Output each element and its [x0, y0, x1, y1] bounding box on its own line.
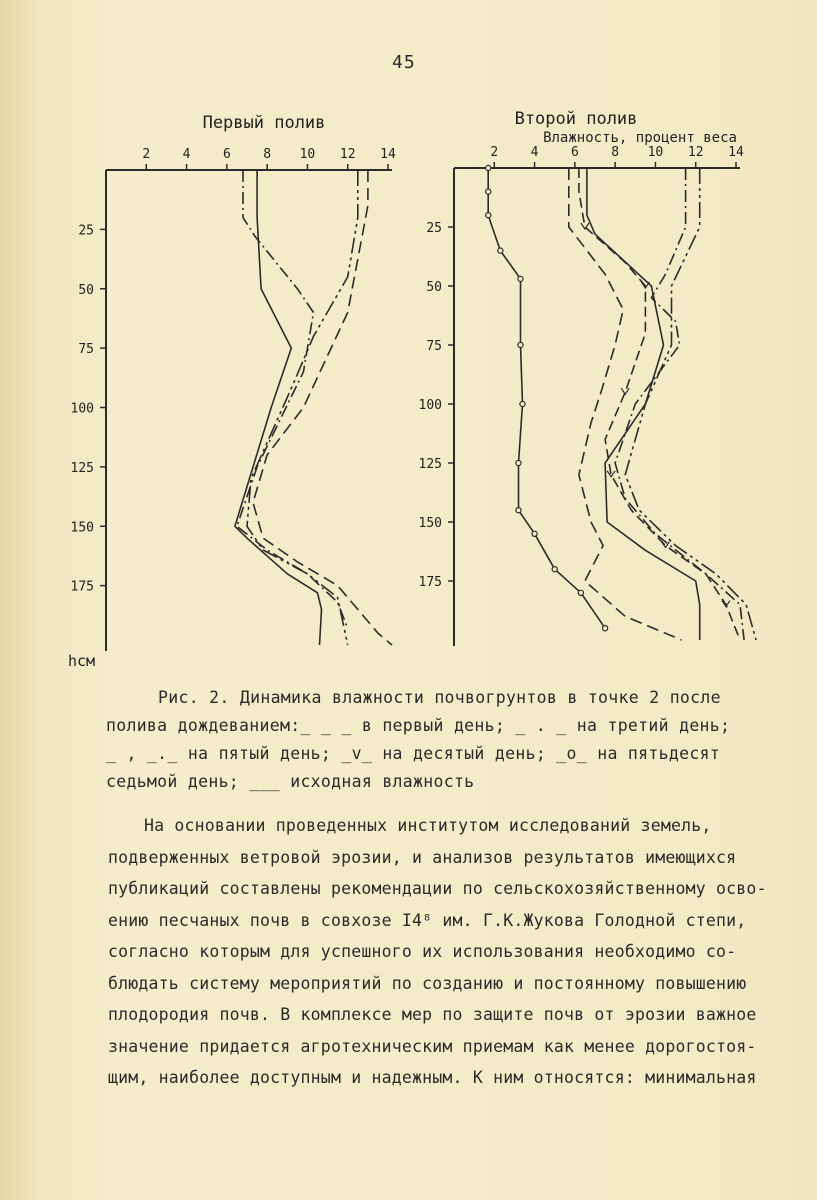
series-line-solid: [235, 170, 322, 645]
series-marker-circle: [486, 189, 491, 194]
series-marker-circle: [552, 567, 557, 572]
body-line: щим, наиболее доступным и надежным. К ним относятся: минимальная: [108, 1068, 757, 1087]
y-tick-label: 125: [418, 457, 442, 472]
chart-panel-1: [68, 113, 396, 670]
series-marker-circle: [486, 213, 491, 218]
x-tick-label: 4: [182, 147, 191, 162]
series-marker-v: [621, 388, 629, 394]
series-marker-circle: [498, 248, 503, 253]
x-tick-label: 10: [647, 145, 664, 160]
y-tick-label: 50: [78, 282, 94, 298]
figure-caption: [106, 684, 786, 796]
y-tick-label: 75: [78, 342, 94, 358]
y-tick-label: 100: [70, 401, 94, 417]
x-tick-label: 12: [339, 147, 356, 162]
body-line: плодородия почв. В комплексе мер по защите почв от эрозии важное: [108, 1005, 757, 1024]
x-tick-label: 4: [530, 145, 539, 160]
series-marker-circle: [518, 276, 523, 281]
series-marker-circle: [516, 460, 521, 465]
y-axis-label: hсм: [68, 652, 96, 670]
body-line: согласно которым для успешного их использования необходимо со-: [108, 942, 737, 961]
series-line-circles: [488, 168, 605, 628]
body-line: подверженных ветровой эрозии, и анализов результатов имеющихся: [108, 847, 737, 867]
x-tick-label: 14: [728, 145, 744, 160]
y-tick-label: 125: [70, 460, 94, 476]
x-tick-label: 6: [570, 145, 579, 160]
body-line: значение придается агротехническим приемам как менее дорогостоя-: [108, 1036, 757, 1056]
body-paragraph: [108, 810, 768, 1094]
y-tick-label: 25: [426, 221, 442, 236]
body-line: блюдать систему мероприятий по созданию и постоянному повышению: [108, 973, 747, 993]
y-tick-label: 150: [70, 520, 94, 536]
series-marker-circle: [578, 590, 583, 595]
chart-title: Первый полив: [202, 113, 326, 133]
series-line-dashdot2: [625, 168, 756, 640]
body-line: На основании проведенных институтом исследований земель,: [144, 816, 712, 835]
series-marker-circle: [520, 401, 525, 406]
x-tick-label: 10: [299, 147, 316, 162]
y-tick-label: 150: [418, 516, 442, 531]
series-marker-circle: [486, 165, 491, 170]
x-tick-label: 8: [263, 147, 272, 162]
series-line-dash: [253, 170, 392, 645]
page-number: 45: [392, 52, 416, 73]
caption-line: полива дождеванием:_ _ _ в первый день; _ . _ на третий день;: [106, 716, 731, 735]
series-line-ticks: [579, 168, 740, 640]
y-tick-label: 100: [418, 398, 442, 413]
x-tick-label: 2: [490, 145, 499, 160]
series-line-dashdot: [237, 170, 348, 628]
y-tick-label: 175: [418, 575, 442, 590]
x-tick-label: 6: [222, 147, 231, 162]
caption-line: _ , _._ на пятый день; _v_ на десятый день; _o_ на пятьдесят: [106, 744, 721, 763]
caption-line: седьмой день; ___ исходная влажность: [106, 772, 475, 791]
body-line: ению песчаных почв в совхозе I4⁸ им. Г.К.Жукова Голодной степи,: [108, 910, 747, 930]
series-line-dashdot2: [247, 170, 358, 645]
series-line-solid: [587, 168, 700, 640]
x-tick-label: 8: [611, 145, 620, 160]
y-tick-label: 50: [426, 280, 442, 295]
x-tick-label: 14: [380, 147, 396, 162]
series-marker-v: [581, 223, 589, 229]
x-tick-label: 12: [687, 145, 704, 160]
series-marker-circle: [516, 508, 521, 513]
body-line: публикаций составлены рекомендации по сельскохозяйственному осво-: [108, 879, 767, 898]
chart-title: Второй полив: [514, 109, 638, 129]
series-marker-circle: [518, 342, 523, 347]
series-marker-circle: [602, 626, 607, 631]
series-line-dash: [569, 168, 682, 640]
y-tick-label: 175: [70, 579, 94, 595]
chart-panel-2: [419, 109, 757, 646]
y-tick-label: 75: [426, 339, 442, 354]
x-axis-label: Влажность, процент веса: [543, 130, 737, 146]
x-tick-label: 2: [142, 147, 151, 162]
series-line-dashdot: [615, 168, 744, 640]
series-marker-circle: [532, 531, 537, 536]
y-tick-label: 25: [78, 223, 94, 239]
caption-line: Рис. 2. Динамика влажности почвогрунтов в точке 2 после: [158, 688, 721, 707]
